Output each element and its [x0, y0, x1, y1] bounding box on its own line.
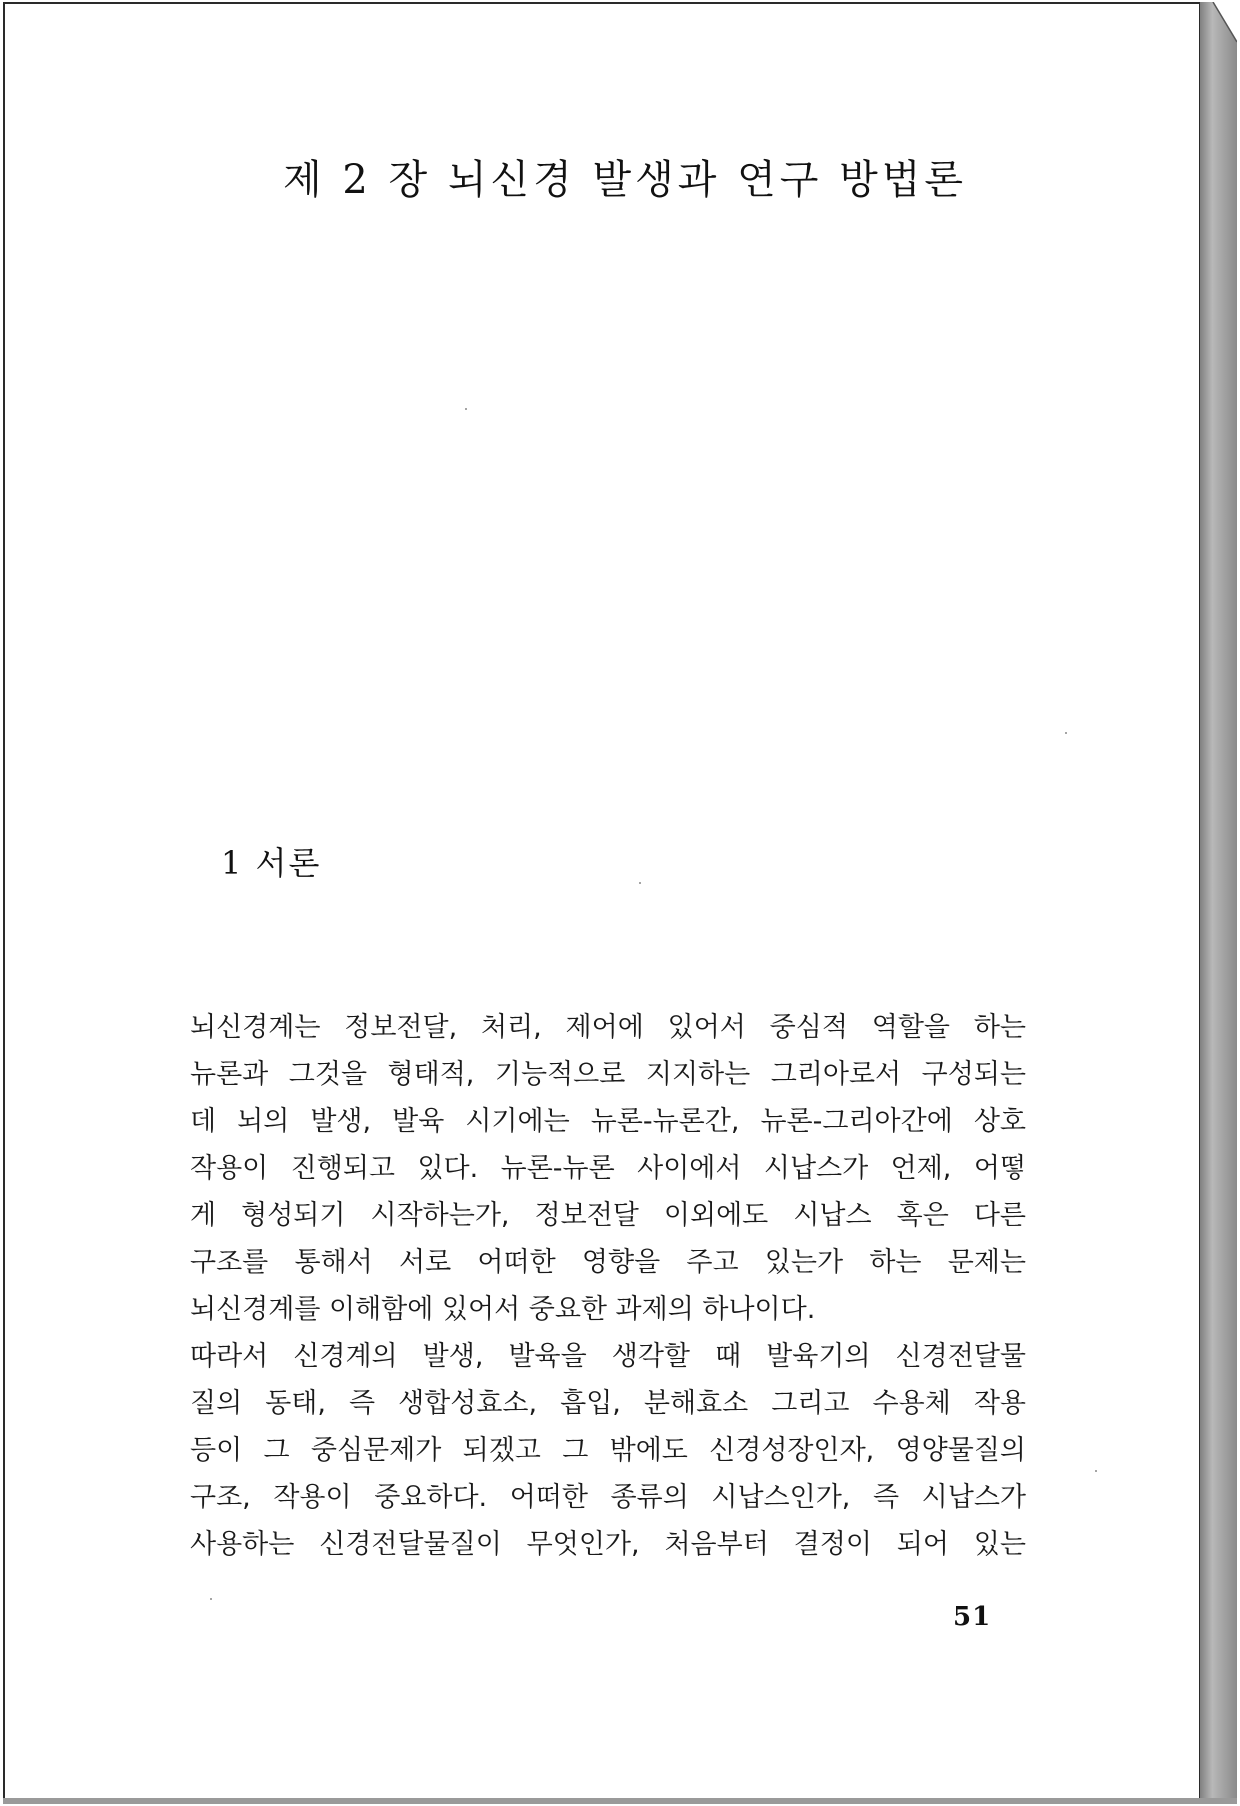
body-text — [190, 1004, 1026, 1568]
scan-speck — [210, 1598, 212, 1600]
book-page — [3, 2, 1199, 1800]
scan-speck — [1065, 732, 1067, 734]
paragraph-1-line-6: 구조를 통해서 서로 어떠한 영향을 주고 있는가 하는 문제는 — [190, 1247, 1026, 1278]
scan-speck — [1095, 1470, 1097, 1472]
page-stack-edge — [1199, 2, 1237, 1804]
paragraph-1-line-4: 작용이 진행되고 있다. 뉴론-뉴론 사이에서 시납스가 언제, 어떻 — [190, 1153, 1026, 1184]
paragraph-1-line-3: 데 뇌의 발생, 발육 시기에는 뉴론-뉴론간, 뉴론-그리아간에 상호 — [190, 1106, 1026, 1137]
chapter-title: 제 2 장 뇌신경 발생과 연구 방법론 — [282, 157, 968, 203]
paragraph-1-line-5: 게 형성되기 시작하는가, 정보전달 이외에도 시납스 혹은 다른 — [190, 1200, 1026, 1231]
paragraph-2-line-3: 등이 그 중심문제가 되겠고 그 밖에도 신경성장인자, 영양물질의 — [190, 1435, 1026, 1466]
paragraph-2-line-4: 구조, 작용이 중요하다. 어떠한 종류의 시납스인가, 즉 시납스가 — [190, 1482, 1026, 1513]
section-title: 1 서론 — [221, 844, 322, 882]
paragraph-1-line-1: 뇌신경계는 정보전달, 처리, 제어에 있어서 중심적 역할을 하는 — [190, 1012, 1026, 1043]
paragraph-2-line-1: 따라서 신경계의 발생, 발육을 생각할 때 발육기의 신경전달물 — [190, 1341, 1026, 1372]
paragraph-1-line-2: 뉴론과 그것을 형태적, 기능적으로 지지하는 그리아로서 구성되는 — [190, 1059, 1026, 1090]
paragraph-1-line-7: 뇌신경계를 이해함에 있어서 중요한 과제의 하나이다. — [190, 1294, 816, 1325]
page-stack-bottom — [3, 1798, 1237, 1804]
paragraph-2-line-2: 질의 동태, 즉 생합성효소, 흡입, 분해효소 그리고 수용체 작용 — [190, 1388, 1026, 1419]
scan-speck — [639, 882, 641, 884]
page-number: 51 — [953, 1602, 992, 1632]
scan-speck — [465, 408, 467, 410]
paragraph-2-line-5: 사용하는 신경전달물질이 무엇인가, 처음부터 결정이 되어 있는 — [190, 1529, 1026, 1560]
